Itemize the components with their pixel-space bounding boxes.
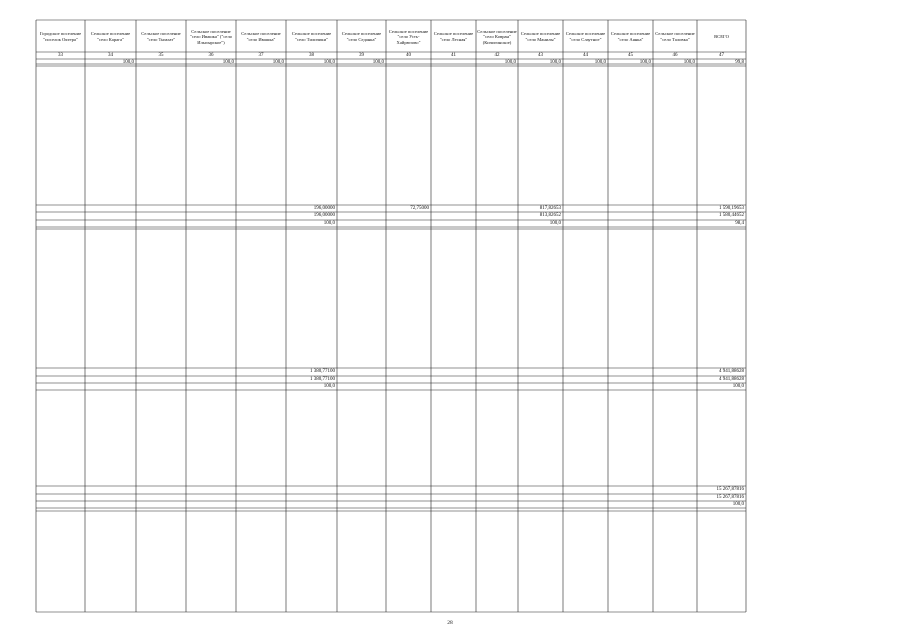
table-cell-r5-c14: 4 941,88628 (719, 369, 744, 374)
table-cell-r1-c1: 100,0 (122, 60, 134, 65)
column-header-3: Сельское поселение "село Тымлат" (141, 31, 181, 42)
table-cell-r1-c6: 100,0 (372, 60, 384, 65)
table-cell-r1-c12: 100,0 (639, 60, 651, 65)
table-cell-r7-c5: 100,0 (323, 384, 335, 389)
table-cell-r5-c5: 1 380,77100 (310, 369, 335, 374)
column-number-10: 42 (494, 53, 500, 58)
column-header-4: Сельское поселение "село Ивашка" ("село Ильпырское") (189, 28, 233, 45)
table-cell-r4-c10: 100,0 (549, 221, 561, 226)
column-number-5: 37 (258, 53, 264, 58)
table-cell-r2-c10: 817,82653 (539, 206, 561, 211)
page-number: 28 (447, 620, 453, 626)
column-number-6: 38 (309, 53, 314, 58)
column-number-13: 45 (628, 53, 633, 58)
table-cell-r1-c11: 100,0 (594, 60, 606, 65)
table-cell-r6-c5: 1 380,77100 (310, 377, 335, 382)
column-header-11: Сельское поселение "село Манилы" (520, 31, 561, 42)
table-cell-r1-c10: 100,0 (549, 60, 561, 65)
column-number-11: 43 (538, 53, 543, 58)
table-cell-r1-c4: 100,0 (272, 60, 284, 65)
table-cell-r3-c14: 1 580,44652 (719, 213, 744, 218)
table-cell-r1-c9: 100,0 (504, 60, 516, 65)
column-header-12: Сельское поселение "село Слаутное" (565, 31, 606, 42)
table-cell-r7-c14: 100,0 (732, 384, 744, 389)
column-number-4: 36 (208, 53, 214, 58)
column-number-14: 46 (672, 53, 678, 58)
column-header-5: Сельское поселение "село Ивашка" (241, 31, 281, 42)
table-cell-r6-c14: 4 941,88628 (719, 377, 744, 382)
table-cell-r1-c14: 99,8 (735, 60, 744, 65)
column-number-7: 39 (359, 53, 364, 58)
table-cell-r2-c7: 72,75000 (410, 206, 429, 211)
column-header-14: Сельское поселение "село Таловка" (655, 31, 695, 42)
column-number-8: 40 (406, 53, 411, 58)
column-header-8: Сельское поселение "село Усть-Хайрюзово" (388, 28, 429, 45)
table-cell-r2-c5: 196,00000 (313, 206, 335, 211)
column-number-12: 44 (583, 53, 588, 58)
column-header-1: Городское поселение "поселок Октера" (39, 31, 82, 42)
table-cell-r1-c13: 100,0 (683, 60, 695, 65)
table-cell-r3-c5: 196,00000 (313, 213, 335, 218)
column-header-13: Сельское поселение "село Аянка" (610, 31, 651, 42)
column-header-9: Сельское поселение "село Лесная" (433, 31, 474, 42)
table-cell-r10-c14: 100,0 (732, 502, 744, 507)
table-cell-r4-c14: 98,4 (735, 221, 744, 226)
column-header-15: ВСЕГО (714, 34, 729, 40)
table-cell-r2-c14: 1 590,19653 (719, 206, 744, 211)
column-number-3: 35 (158, 53, 164, 58)
table-cell-r1-c3: 100,0 (222, 60, 234, 65)
column-header-2: Сельское поселение "село Карага" (90, 31, 131, 42)
column-number-9: 41 (451, 53, 456, 58)
column-number-1: 33 (58, 53, 63, 58)
table-cell-r1-c5: 100,0 (323, 60, 335, 65)
table-cell-r9-c14: 15 267,87816 (716, 495, 744, 500)
column-number-2: 34 (108, 53, 113, 58)
table-cell-r8-c14: 15 267,87816 (716, 487, 744, 492)
table-cell-r4-c5: 100,0 (323, 221, 335, 226)
table-cell-r3-c10: 813,82652 (539, 213, 561, 218)
column-header-6: Сельское поселение "село Тиличики" (291, 31, 332, 42)
column-header-7: Сельское поселение "село Седанка" (341, 31, 382, 42)
column-number-15: 47 (719, 53, 724, 58)
column-header-10: Сельское поселение "село Ковран" (Кичигинское) (477, 28, 517, 45)
